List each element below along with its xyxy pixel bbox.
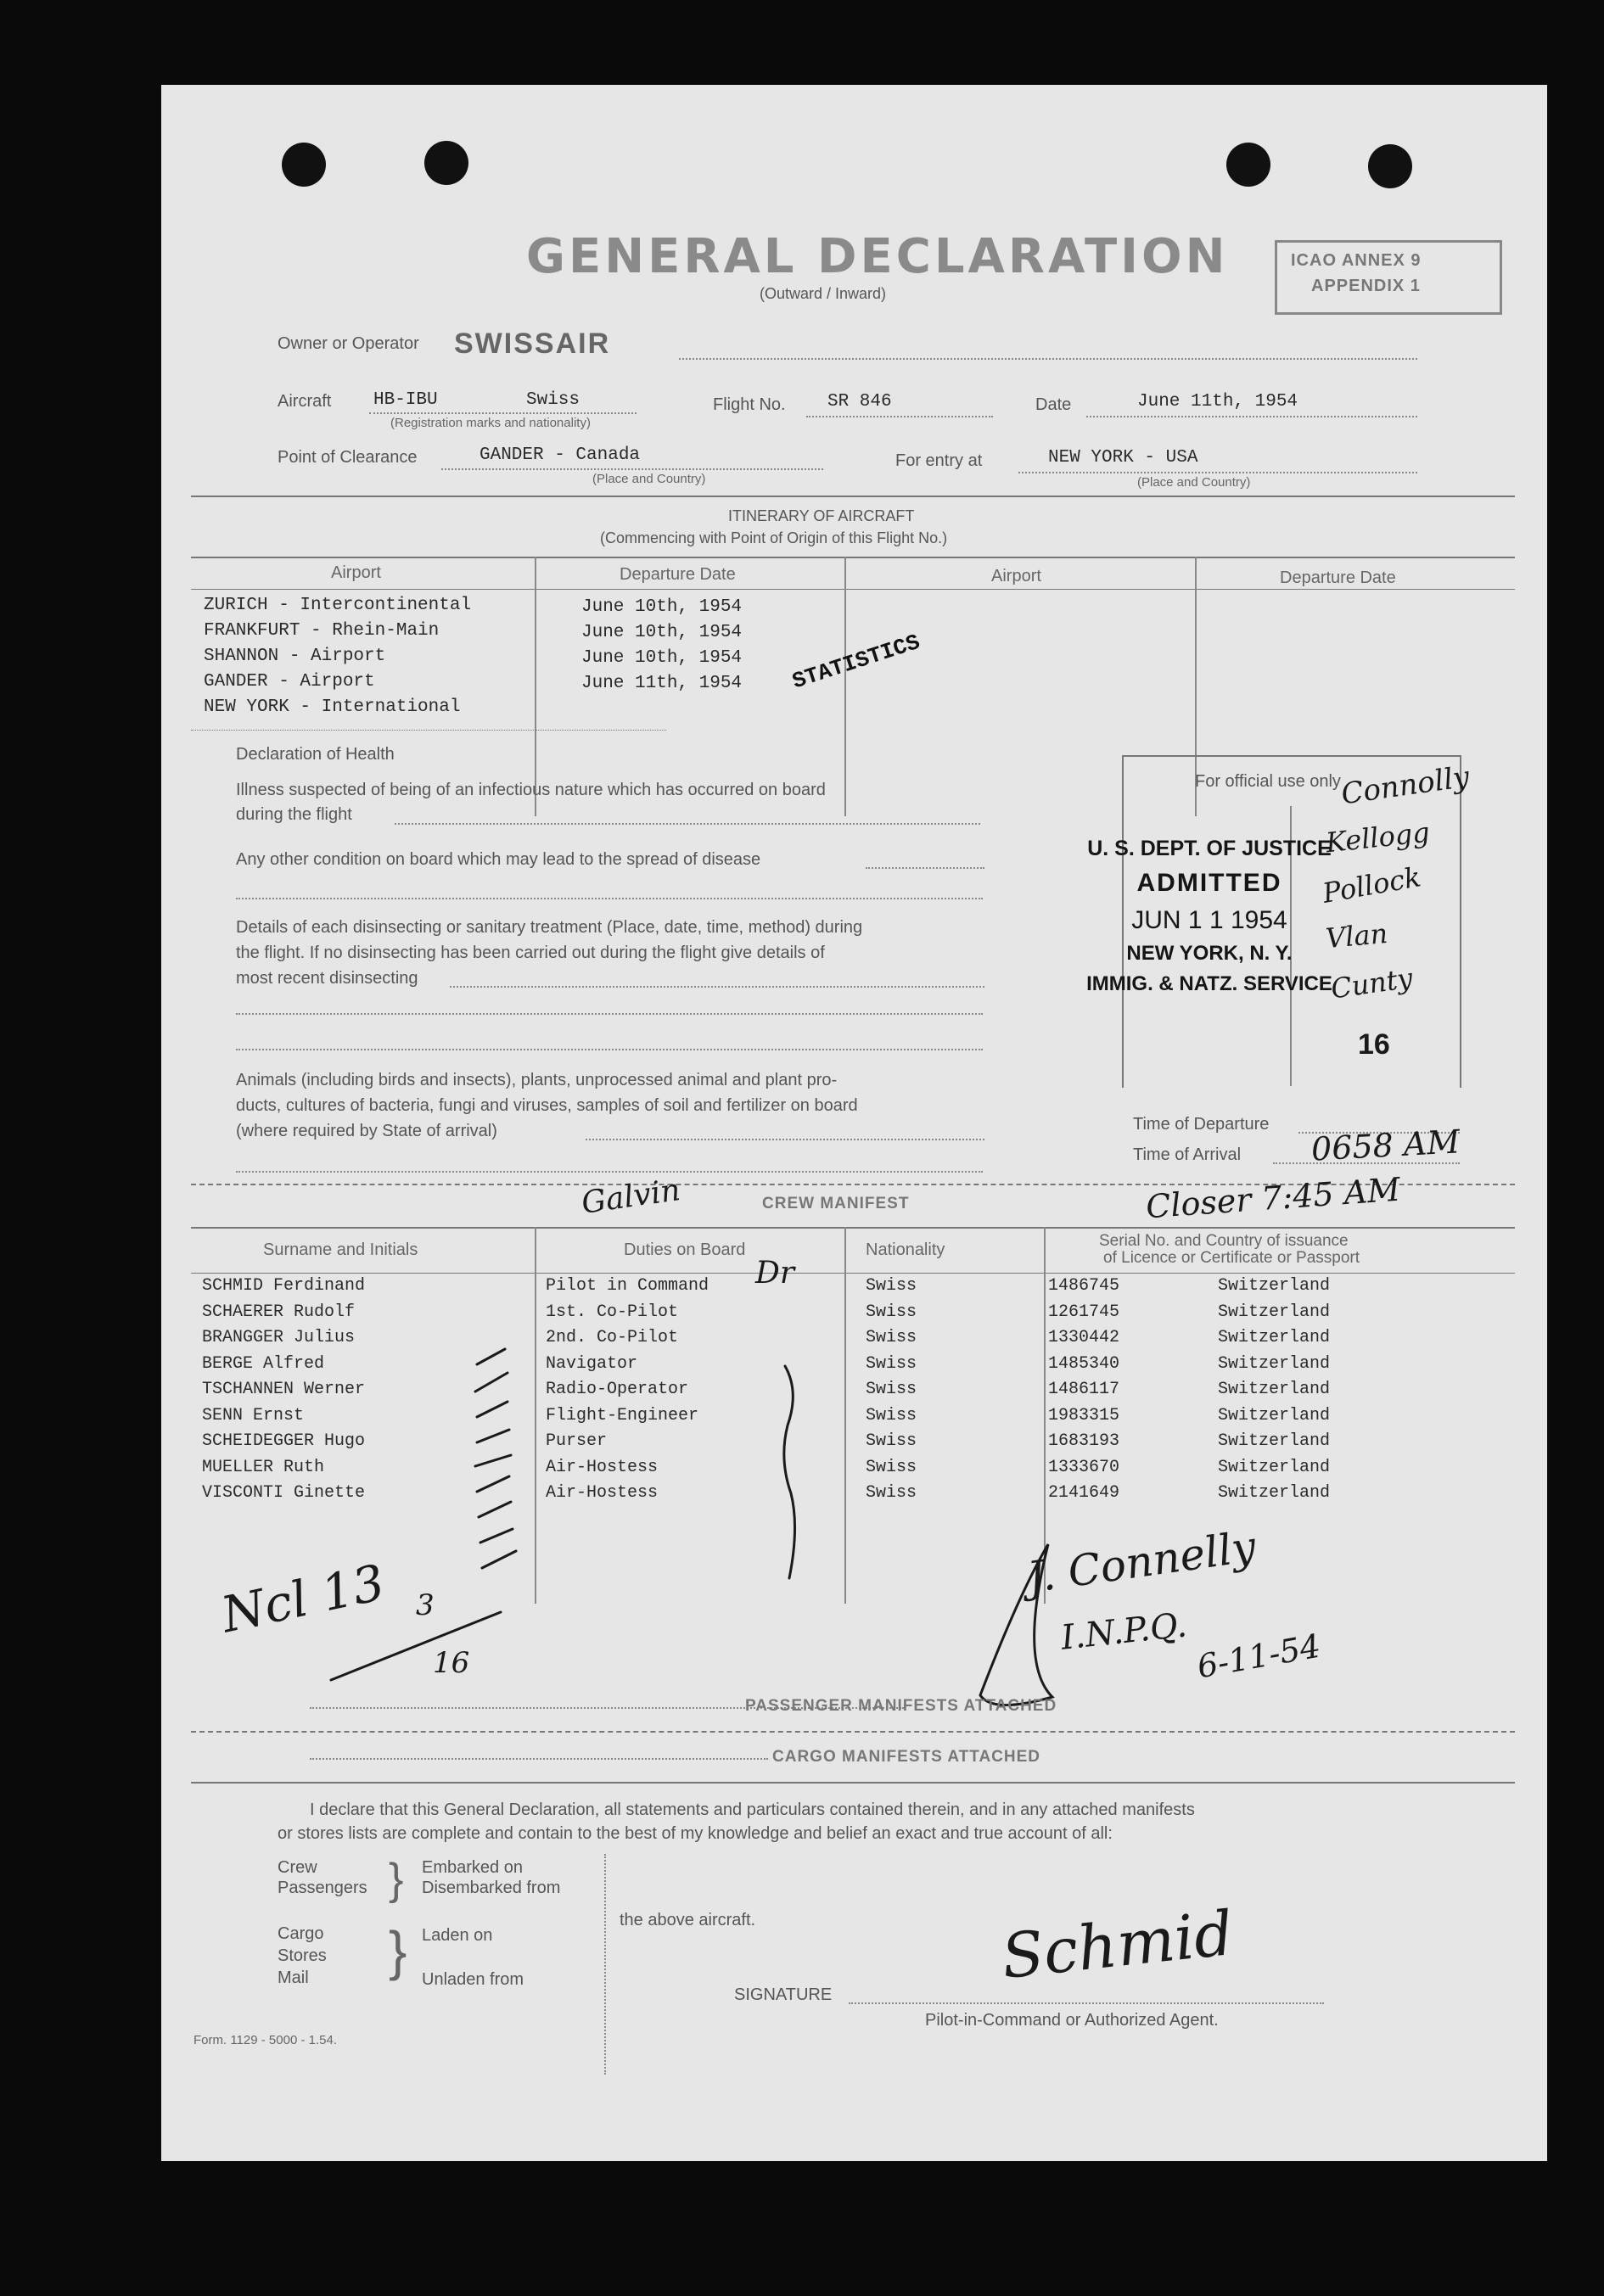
handwritten-note: Galvin xyxy=(579,1173,683,1221)
health-q2: Any other condition on board which may lead to the spread of disease xyxy=(236,850,761,869)
official-number: 16 xyxy=(1358,1028,1390,1061)
handwritten-initials: I.N.P.Q. xyxy=(1059,1605,1189,1658)
health-q3b: the flight. If no disinsecting has been carried out during the flight give details of xyxy=(236,944,825,962)
owner-label: Owner or Operator xyxy=(278,334,419,353)
admitted-stamp-line3: JUN 1 1 1954 xyxy=(1131,906,1287,934)
statistics-stamp: STATISTICS xyxy=(789,629,923,695)
crew-nationality: Swiss xyxy=(866,1483,917,1503)
crew-duty: Radio-Operator xyxy=(546,1380,689,1399)
crew-duty: Air-Hostess xyxy=(546,1483,659,1503)
crew-surname: SCHMID Ferdinand xyxy=(202,1276,366,1296)
itinerary-header-airport: Airport xyxy=(331,563,381,582)
crew-surname: SCHEIDEGGER Hugo xyxy=(202,1431,366,1451)
crew-serial: 1983315 xyxy=(1048,1405,1120,1425)
handwritten-count: 16 xyxy=(433,1646,470,1680)
brace: } xyxy=(389,1855,404,1904)
crew-header-duty: Duties on Board xyxy=(624,1240,746,1259)
crew-duty: Navigator xyxy=(546,1353,638,1374)
signer-label: Pilot-in-Command or Authorized Agent. xyxy=(925,2011,1219,2030)
crew-nationality: Swiss xyxy=(866,1431,917,1451)
admitted-stamp-line1: U. S. DEPT. OF JUSTICE xyxy=(1087,837,1332,860)
handwritten-name: Cunty xyxy=(1328,961,1415,1005)
handwritten-name: Vlan xyxy=(1324,916,1389,955)
arrival-time-label: Time of Arrival xyxy=(1133,1145,1242,1164)
clearance-note: (Place and Country) xyxy=(592,472,706,486)
crew-serial: 1330442 xyxy=(1048,1328,1120,1347)
check-mark xyxy=(475,1455,511,1466)
date-value: June 11th, 1954 xyxy=(1137,392,1298,412)
departure-time-label: Time of Departure xyxy=(1133,1115,1270,1134)
entry-value: NEW YORK - USA xyxy=(1048,448,1198,468)
itinerary-subtitle: (Commencing with Point of Origin of this Flight No.) xyxy=(600,529,948,546)
health-q4a: Animals (including birds and insects), plants, unprocessed animal and plant pro- xyxy=(236,1071,838,1089)
handwritten-date: 6-11-54 xyxy=(1194,1627,1324,1686)
declaration-unladen: Unladen from xyxy=(422,1970,524,1989)
crew-nationality: Swiss xyxy=(866,1405,917,1425)
handwritten-name: Pollock xyxy=(1320,860,1423,910)
crew-country: Switzerland xyxy=(1218,1457,1331,1477)
crew-nationality: Swiss xyxy=(866,1302,917,1322)
declaration-passengers: Passengers xyxy=(278,1879,367,1897)
aircraft-registration: HB-IBU xyxy=(373,390,438,410)
declaration-above: the above aircraft. xyxy=(620,1911,756,1929)
itinerary-date: June 10th, 1954 xyxy=(581,648,743,668)
crew-duty: Flight-Engineer xyxy=(546,1405,699,1425)
itinerary-title: ITINERARY OF AIRCRAFT xyxy=(728,507,915,524)
owner-value: SWISSAIR xyxy=(454,328,611,360)
aircraft-label: Aircraft xyxy=(278,392,332,411)
crew-manifest-title: CREW MANIFEST xyxy=(762,1195,910,1212)
crew-country: Switzerland xyxy=(1218,1353,1331,1374)
crew-duty: Air-Hostess xyxy=(546,1457,659,1477)
icao-line1: ICAO ANNEX 9 xyxy=(1291,251,1422,270)
aircraft-note: (Registration marks and nationality) xyxy=(390,416,591,430)
crew-header-nationality: Nationality xyxy=(866,1240,945,1259)
check-mark xyxy=(479,1502,511,1517)
crew-country: Switzerland xyxy=(1218,1380,1331,1399)
crew-serial: 1486117 xyxy=(1048,1380,1120,1399)
bracket-line xyxy=(604,1854,606,2075)
official-use-label: For official use only xyxy=(1195,772,1341,791)
check-mark xyxy=(477,1430,509,1442)
admitted-stamp-line2: ADMITTED xyxy=(1136,869,1282,897)
admitted-stamp-line5: IMMIG. & NATZ. SERVICE xyxy=(1086,972,1332,995)
pilot-signature: Schmid xyxy=(998,1896,1237,1993)
crew-serial: 2141649 xyxy=(1048,1483,1120,1503)
handwritten-note: Dr xyxy=(755,1256,795,1291)
handwritten-count: Ncl 13 xyxy=(216,1553,390,1644)
clearance-label: Point of Clearance xyxy=(278,448,418,467)
declaration-embarked: Embarked on xyxy=(422,1858,523,1877)
declaration-stores: Stores xyxy=(278,1946,327,1965)
health-q1b: during the flight xyxy=(236,805,352,824)
brace: } xyxy=(389,1920,407,1981)
handwritten-signature: J. Connelly xyxy=(1024,1521,1259,1603)
declaration-disembarked: Disembarked from xyxy=(422,1879,561,1897)
health-q3c: most recent disinsecting xyxy=(236,969,418,988)
crew-serial: 1261745 xyxy=(1048,1302,1120,1322)
signature-line xyxy=(849,2002,1324,2004)
itinerary-header-date2: Departure Date xyxy=(1280,568,1396,587)
crew-country: Switzerland xyxy=(1218,1302,1331,1322)
flight-value: SR 846 xyxy=(827,392,892,412)
crew-surname: SCHAERER Rudolf xyxy=(202,1302,356,1322)
crew-header-serial: Serial No. and Country of issuance xyxy=(1099,1232,1349,1250)
handwritten-note: Closer 7:45 AM xyxy=(1144,1170,1402,1226)
itinerary-date: June 11th, 1954 xyxy=(581,674,743,693)
itinerary-airport: ZURICH - Intercontinental xyxy=(204,596,472,615)
check-mark xyxy=(477,1476,509,1492)
aircraft-nationality: Swiss xyxy=(526,390,580,410)
tally-stroke xyxy=(331,1612,501,1680)
crew-serial: 1683193 xyxy=(1048,1431,1120,1451)
declaration-laden: Laden on xyxy=(422,1926,493,1945)
itinerary-airport: SHANNON - Airport xyxy=(204,647,386,666)
declaration-line2: or stores lists are complete and contain to the best of my knowledge and belief an exact and true account of all: xyxy=(278,1824,1113,1843)
flight-label: Flight No. xyxy=(713,395,786,414)
itinerary-airport: GANDER - Airport xyxy=(204,672,375,692)
handwriting-overlay xyxy=(161,85,1547,2161)
crew-country: Switzerland xyxy=(1218,1276,1331,1296)
entry-label: For entry at xyxy=(895,451,983,470)
icao-line2: APPENDIX 1 xyxy=(1311,277,1421,295)
crew-duty: Pilot in Command xyxy=(546,1276,709,1296)
crew-surname: SENN Ernst xyxy=(202,1405,305,1425)
check-mark xyxy=(475,1373,508,1392)
crew-surname: BRANGGER Julius xyxy=(202,1328,356,1347)
crew-duty: Purser xyxy=(546,1431,608,1451)
itinerary-header-airport2: Airport xyxy=(991,567,1041,585)
crew-duty: 2nd. Co-Pilot xyxy=(546,1328,679,1347)
declaration-line1: I declare that this General Declaration, all statements and particulars contained therein, and in any attached manifests xyxy=(310,1800,1195,1819)
declaration-mail: Mail xyxy=(278,1968,309,1987)
itinerary-airport: NEW YORK - International xyxy=(204,697,461,717)
rule xyxy=(191,1782,1515,1784)
crew-surname: BERGE Alfred xyxy=(202,1353,325,1374)
crew-surname: MUELLER Ruth xyxy=(202,1457,325,1477)
signature-label: SIGNATURE xyxy=(734,1985,833,2004)
crew-serial: 1486745 xyxy=(1048,1276,1120,1296)
cargo-manifests: CARGO MANIFESTS ATTACHED xyxy=(772,1748,1041,1766)
admitted-stamp-line4: NEW YORK, N. Y. xyxy=(1126,942,1293,965)
health-title: Declaration of Health xyxy=(236,745,395,764)
crew-country: Switzerland xyxy=(1218,1328,1331,1347)
check-mark xyxy=(480,1529,513,1543)
check-mark xyxy=(482,1551,516,1568)
health-q4b: ducts, cultures of bacteria, fungi and viruses, samples of soil and fertilizer on board xyxy=(236,1096,858,1115)
crew-surname: VISCONTI Ginette xyxy=(202,1483,366,1503)
crew-nationality: Swiss xyxy=(866,1328,917,1347)
crew-nationality: Swiss xyxy=(866,1380,917,1399)
form-subtitle: (Outward / Inward) xyxy=(760,285,887,302)
itinerary-date: June 10th, 1954 xyxy=(581,623,743,642)
crew-duty: 1st. Co-Pilot xyxy=(546,1302,679,1322)
crew-serial: 1333670 xyxy=(1048,1457,1120,1477)
crew-nationality: Swiss xyxy=(866,1457,917,1477)
itinerary-date: June 10th, 1954 xyxy=(581,597,743,617)
itinerary-header-date: Departure Date xyxy=(620,565,736,584)
crew-country: Switzerland xyxy=(1218,1431,1331,1451)
crew-country: Switzerland xyxy=(1218,1405,1331,1425)
form-title: GENERAL DECLARATION xyxy=(526,229,1229,284)
health-q3a: Details of each disinsecting or sanitary treatment (Place, date, time, method) during xyxy=(236,918,863,937)
crew-country: Switzerland xyxy=(1218,1483,1331,1503)
handwritten-name: Connolly xyxy=(1338,759,1472,812)
crew-header-licence: of Licence or Certificate or Passport xyxy=(1103,1249,1360,1267)
form-number: Form. 1129 - 5000 - 1.54. xyxy=(193,2033,337,2047)
passenger-manifests: PASSENGER MANIFESTS ATTACHED xyxy=(745,1697,1057,1715)
bracket-mark xyxy=(784,1366,795,1578)
crew-nationality: Swiss xyxy=(866,1353,917,1374)
answer-line xyxy=(310,1758,768,1760)
crew-serial: 1485340 xyxy=(1048,1353,1120,1374)
date-label: Date xyxy=(1035,395,1072,414)
declaration-crew: Crew xyxy=(278,1858,317,1877)
crew-nationality: Swiss xyxy=(866,1276,917,1296)
rule xyxy=(191,1731,1515,1733)
check-mark xyxy=(477,1349,505,1364)
crew-header-name: Surname and Initials xyxy=(263,1240,418,1259)
health-q4c: (where required by State of arrival) xyxy=(236,1122,497,1140)
declaration-cargo: Cargo xyxy=(278,1924,324,1943)
handwritten-name: Kellogg xyxy=(1324,815,1432,860)
handwritten-count: 3 xyxy=(416,1588,435,1622)
health-q1a: Illness suspected of being of an infectious nature which has occurred on board xyxy=(236,781,826,799)
itinerary-airport: FRANKFURT - Rhein-Main xyxy=(204,621,440,641)
crew-surname: TSCHANNEN Werner xyxy=(202,1380,366,1399)
entry-note: (Place and Country) xyxy=(1137,475,1251,490)
clearance-value: GANDER - Canada xyxy=(480,445,641,465)
document-page xyxy=(161,85,1547,2161)
check-mark xyxy=(477,1402,508,1417)
arrival-time-handwritten: 0658 AM xyxy=(1310,1123,1461,1168)
